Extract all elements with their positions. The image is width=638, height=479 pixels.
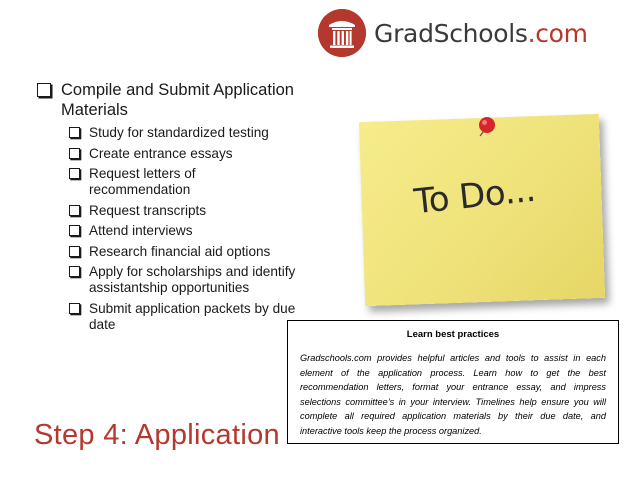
- gradschools-logo: [318, 8, 588, 58]
- checkbox-icon: [37, 83, 51, 97]
- checkbox-icon: [69, 127, 80, 138]
- checkbox-icon: [69, 266, 80, 277]
- list-item-text: Research financial aid options: [89, 243, 271, 259]
- list-item: [69, 146, 297, 162]
- sticky-note-text: To Do...: [412, 169, 538, 223]
- info-body: Gradschools.com provides helpful articles and tools to assist in each element of the application process. Learn how to get the best recommendation letters, format your entrance essay, and impress selections committee’s in your interview. Timelines help ensure you will complete all required application materials by their due date, and interactive tools keep the process organized.: [300, 353, 606, 436]
- logo-wordmark: [374, 19, 588, 48]
- main-bullet-text: Compile and Submit Application Materials: [61, 81, 294, 119]
- list-item: [69, 244, 297, 260]
- list-item-text: Request transcripts: [89, 202, 207, 218]
- logo-name: GradSchools: [374, 18, 528, 48]
- sub-bullet-list: [69, 125, 297, 333]
- logo-domain: .com: [527, 18, 588, 48]
- checklist: [37, 80, 297, 337]
- list-item-text: Request letters of recommendation: [89, 166, 196, 197]
- list-item-text: Attend interviews: [89, 223, 193, 238]
- list-item: [69, 203, 297, 219]
- checkbox-icon: [69, 205, 80, 216]
- list-item: [69, 301, 297, 333]
- info-heading: Learn best practices: [406, 329, 500, 340]
- list-item-text: Create entrance essays: [89, 145, 233, 161]
- info-box: [287, 320, 619, 444]
- column-logo-icon: [318, 9, 366, 57]
- sticky-note: [362, 118, 602, 302]
- checkbox-icon: [69, 303, 80, 314]
- main-bullet: [37, 80, 297, 120]
- list-item: [69, 125, 297, 141]
- checkbox-icon: [69, 148, 80, 159]
- pushpin-icon: [474, 114, 500, 140]
- checkbox-icon: [69, 168, 80, 179]
- checkbox-icon: [69, 246, 80, 257]
- list-item-text: Apply for scholarships and identify assistantship opportunities: [89, 264, 296, 295]
- list-item: [69, 264, 297, 296]
- checkbox-icon: [69, 225, 80, 236]
- list-item-text: Submit application packets by due date: [89, 300, 296, 332]
- list-item: [69, 223, 297, 239]
- slide-title: Step 4: Application: [34, 419, 280, 451]
- list-item: [69, 166, 297, 198]
- list-item-text: Study for standardized testing: [89, 125, 269, 140]
